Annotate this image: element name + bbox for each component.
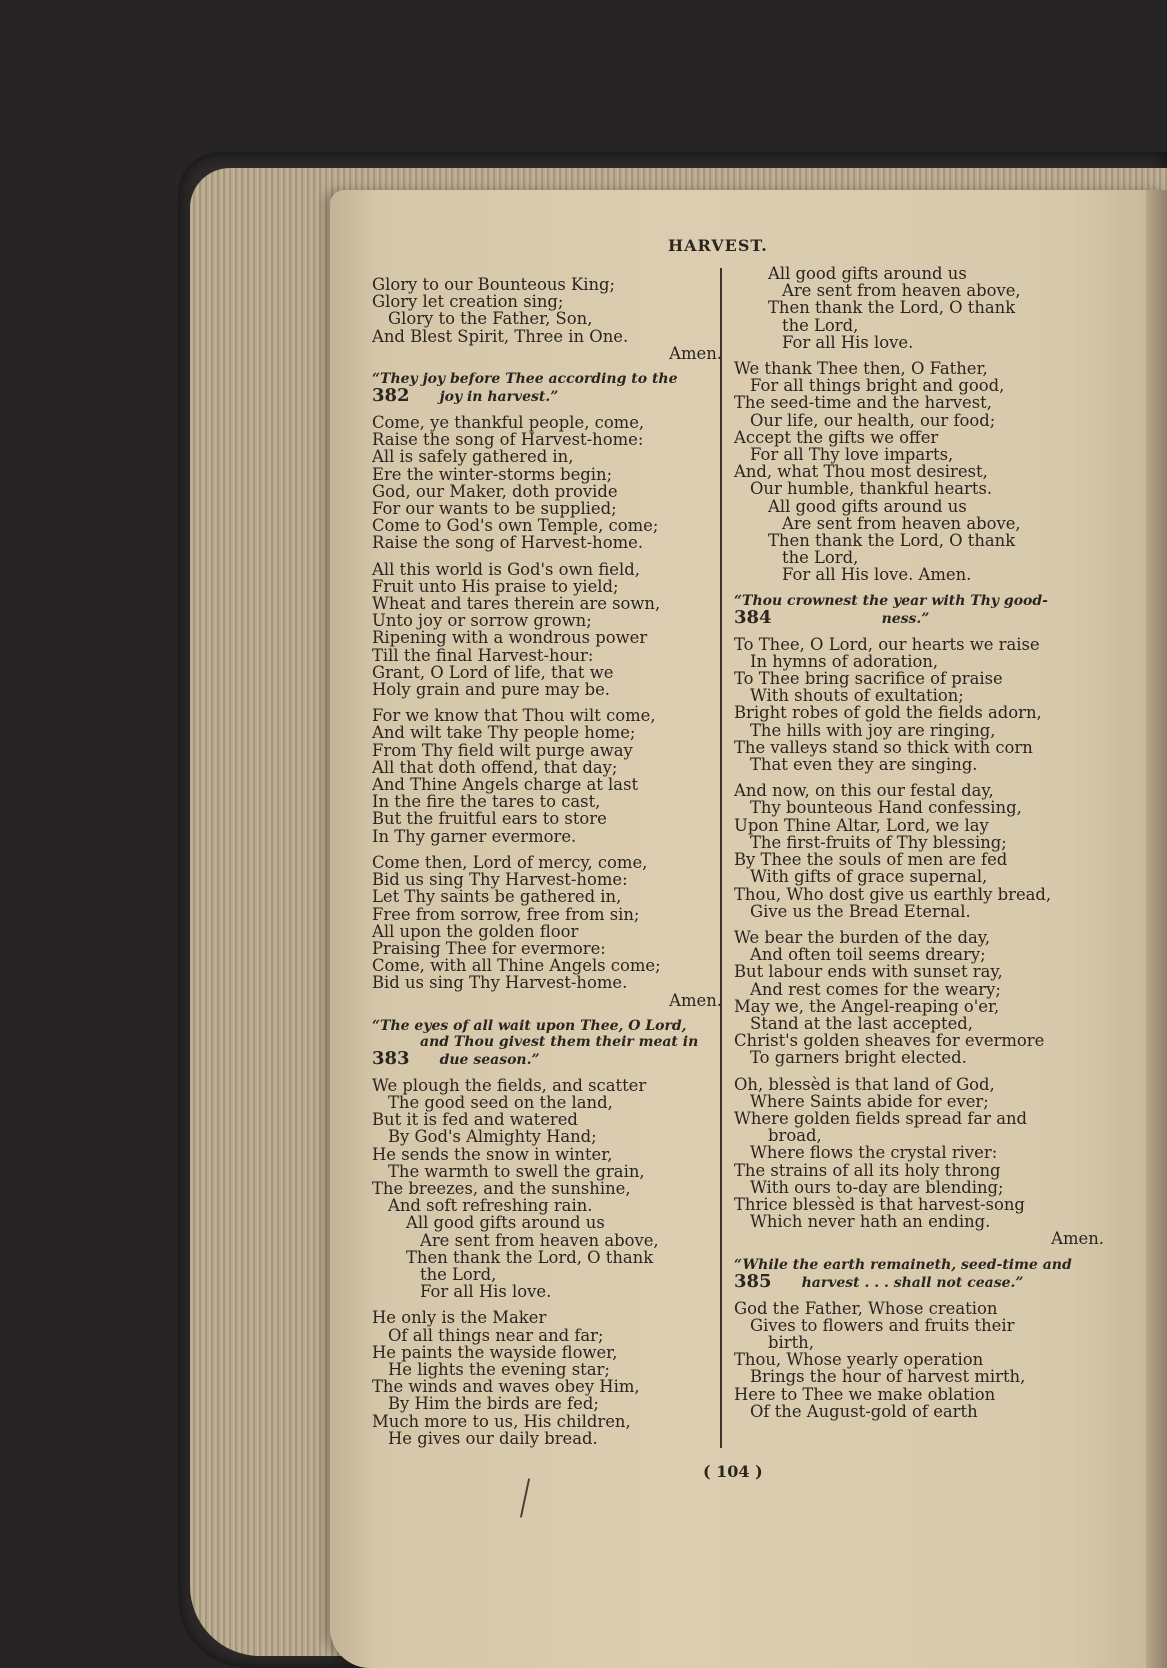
verse-line: By Thee the souls of men are fed xyxy=(734,850,1008,870)
stanza xyxy=(734,1300,1104,1420)
verse-line: By God's Almighty Hand; xyxy=(388,1127,597,1147)
verse-line: Are sent from heaven above, xyxy=(420,1230,659,1250)
verse-line: Thy bounteous Hand confessing, xyxy=(750,798,1022,818)
hymn-epigraph: “While the earth remaineth, seed-time and xyxy=(734,1256,1072,1273)
hymn-epigraph: “Thou crownest the year with Thy good- xyxy=(734,592,1048,609)
verse-line: The winds and waves obey Him, xyxy=(372,1377,640,1397)
hymn-epigraph: ness.” xyxy=(881,610,930,627)
hymn-epigraph: “They joy before Thee according to the xyxy=(372,371,678,388)
stanza xyxy=(734,929,1104,1067)
verse-line: And often toil seems dreary; xyxy=(750,945,986,965)
hymn-number-row xyxy=(372,387,722,405)
verse-line: Are sent from heaven above, xyxy=(782,281,1021,301)
verse-line: For all His love. xyxy=(420,1282,552,1302)
amen: Amen. xyxy=(669,990,722,1010)
hymn-number-row xyxy=(372,1047,722,1069)
stanza xyxy=(734,636,1104,774)
stanza xyxy=(372,854,722,992)
verse-line: the Lord, xyxy=(782,548,859,568)
verse-line: And Thine Angels charge at last xyxy=(372,775,639,795)
hymn-number-row xyxy=(734,1270,1104,1292)
verse-line: For we know that Thou wilt come, xyxy=(372,706,656,726)
stanza xyxy=(734,265,1104,351)
page-number: ( 104 ) xyxy=(703,1462,763,1481)
hymn-number-row xyxy=(734,606,1104,628)
stanza xyxy=(734,498,1104,584)
verse-line: And soft refreshing rain. xyxy=(388,1196,593,1216)
verse-line: Bid us sing Thy Harvest-home: xyxy=(372,870,628,890)
verse-line: Come, ye thankful people, come, xyxy=(372,413,645,433)
verse-line: the Lord, xyxy=(782,315,859,335)
hymn-epigraph: harvest . . . shall not cease.” xyxy=(801,1274,1024,1291)
hymn-epigraph: joy in harvest.” xyxy=(439,389,559,406)
verse-line: To Thee, O Lord, our hearts we raise xyxy=(734,634,1040,654)
verse-line: From Thy field wilt purge away xyxy=(372,740,633,760)
stanza xyxy=(372,707,722,845)
stanza xyxy=(734,1076,1104,1231)
verse-line: Wheat and tares therein are sown, xyxy=(372,594,661,614)
verse-line: Praising Thee for evermore: xyxy=(372,938,606,958)
verse-line: Are sent from heaven above, xyxy=(782,513,1021,533)
verse-line: Of all things near and far; xyxy=(388,1325,604,1345)
verse-line: Here to Thee we make oblation xyxy=(734,1384,996,1404)
verse-line: Bright robes of gold the fields adorn, xyxy=(734,703,1042,723)
stanza xyxy=(372,1309,722,1447)
verse-line: In the fire the tares to cast, xyxy=(372,792,601,812)
verse-line: Upon Thine Altar, Lord, we lay xyxy=(734,815,989,835)
right-column xyxy=(734,265,1104,1420)
verse-line: Let Thy saints be gathered in, xyxy=(372,887,622,907)
verse-line: Which never hath an ending. xyxy=(750,1212,991,1232)
verse-line: Then thank the Lord, O thank xyxy=(768,298,1016,318)
verse-line: For all His love. Amen. xyxy=(782,565,972,585)
verse-line: By Him the birds are fed; xyxy=(388,1394,599,1414)
verse-line: And Blest Spirit, Three in One. xyxy=(372,326,629,346)
verse-line: And rest comes for the weary; xyxy=(750,979,1001,999)
verse-line: Glory to the Father, Son, xyxy=(388,309,593,329)
verse-line: All that doth offend, that day; xyxy=(372,757,618,777)
verse-line: Come to God's own Temple, come; xyxy=(372,516,659,536)
verse-line: In hymns of adoration, xyxy=(750,651,939,671)
verse-line: He gives our daily bread. xyxy=(388,1428,598,1448)
left-column xyxy=(372,276,722,1447)
verse-line: Unto joy or sorrow grown; xyxy=(372,611,592,631)
hymn-number: 382 xyxy=(372,385,410,407)
verse-line: With ours to-day are blending; xyxy=(750,1177,1004,1197)
verse-line: The breezes, and the sunshine, xyxy=(372,1178,631,1198)
verse-line: Grant, O Lord of life, that we xyxy=(372,662,614,682)
verse-line: Thou, Whose yearly operation xyxy=(734,1350,984,1370)
verse-line: The good seed on the land, xyxy=(388,1092,613,1112)
verse-line: Christ's golden sheaves for evermore xyxy=(734,1031,1045,1051)
hymn-epigraph: “The eyes of all wait upon Thee, O Lord, xyxy=(372,1017,687,1034)
verse-line: Raise the song of Harvest-home: xyxy=(372,430,644,450)
verse-line: All good gifts around us xyxy=(768,264,967,283)
verse-line: Ere the winter-storms begin; xyxy=(372,464,613,484)
verse-line: Thou, Who dost give us earthly bread, xyxy=(734,884,1052,904)
page-gutter xyxy=(1146,190,1167,1668)
verse-line: All this world is God's own field, xyxy=(372,559,640,579)
verse-line: Ripening with a wondrous power xyxy=(372,628,648,648)
verse-line: And now, on this our festal day, xyxy=(734,781,994,801)
verse-line: Bid us sing Thy Harvest-home. xyxy=(372,973,628,993)
verse-line: Where flows the crystal river: xyxy=(750,1143,998,1163)
verse-line: All is safely gathered in, xyxy=(372,447,574,467)
verse-line: With gifts of grace supernal, xyxy=(750,867,988,887)
verse-line: Our life, our health, our food; xyxy=(750,410,996,430)
stanza xyxy=(372,414,722,552)
stanza xyxy=(372,561,722,699)
verse-line: But the fruitful ears to store xyxy=(372,809,607,829)
verse-line: Come, with all Thine Angels come; xyxy=(372,956,661,976)
verse-line: He only is the Maker xyxy=(372,1308,547,1328)
verse-line: Of the August-gold of earth xyxy=(750,1401,978,1421)
verse-line: He sends the snow in winter, xyxy=(372,1144,613,1164)
verse-line: All good gifts around us xyxy=(406,1213,605,1233)
verse-line: birth, xyxy=(768,1332,814,1352)
stanza xyxy=(372,1077,722,1301)
verse-line: For all things bright and good, xyxy=(750,376,1005,396)
hymn-number: 384 xyxy=(734,606,772,628)
hymn-number: 383 xyxy=(372,1047,410,1069)
verse-line: Brings the hour of harvest mirth, xyxy=(750,1367,1026,1387)
verse-line: Much more to us, His children, xyxy=(372,1411,631,1431)
verse-line: Then thank the Lord, O thank xyxy=(768,531,1016,551)
verse-line: We thank Thee then, O Father, xyxy=(734,359,988,379)
verse-line: Accept the gifts we offer xyxy=(734,427,939,447)
verse-line: In Thy garner evermore. xyxy=(372,826,577,846)
verse-line: For all His love. xyxy=(782,332,914,352)
verse-line: Glory let creation sing; xyxy=(372,292,564,312)
verse-line: And wilt take Thy people home; xyxy=(372,723,636,743)
verse-line: Thrice blessèd is that harvest-song xyxy=(734,1194,1025,1214)
verse-line: Till the final Harvest-hour: xyxy=(372,645,594,665)
verse-line: Oh, blessèd is that land of God, xyxy=(734,1074,995,1094)
verse-line: Then thank the Lord, O thank xyxy=(406,1247,654,1267)
verse-line: Holy grain and pure may be. xyxy=(372,680,610,700)
stanza xyxy=(734,782,1104,920)
verse-line: But it is fed and watered xyxy=(372,1110,578,1130)
verse-line: the Lord, xyxy=(420,1264,497,1284)
verse-line: For all Thy love imparts, xyxy=(750,445,954,465)
verse-line: Raise the song of Harvest-home. xyxy=(372,533,644,553)
verse-line: Free from sorrow, free from sin; xyxy=(372,904,640,924)
verse-line: Where golden fields spread far and xyxy=(734,1108,1028,1128)
verse-line: He paints the wayside flower, xyxy=(372,1342,618,1362)
verse-line: We plough the fields, and scatter xyxy=(372,1075,647,1095)
verse-line: To garners bright elected. xyxy=(750,1048,967,1068)
verse-line: The valleys stand so thick with corn xyxy=(734,737,1033,757)
verse-line: May we, the Angel-reaping o'er, xyxy=(734,996,1000,1016)
stanza xyxy=(734,360,1104,498)
verse-line: And, what Thou most desirest, xyxy=(734,462,988,482)
verse-line: All upon the golden floor xyxy=(372,921,579,941)
verse-line: God, our Maker, doth provide xyxy=(372,481,618,501)
verse-line: He lights the evening star; xyxy=(388,1359,610,1379)
verse-line: Where Saints abide for ever; xyxy=(750,1091,989,1111)
hymn-number: 385 xyxy=(734,1270,772,1292)
verse-line: The seed-time and the harvest, xyxy=(734,393,992,413)
verse-line: Come then, Lord of mercy, come, xyxy=(372,852,648,872)
verse-line: Our humble, thankful hearts. xyxy=(750,479,993,499)
verse-line: Stand at the last accepted, xyxy=(750,1013,974,1033)
verse-line: But labour ends with sunset ray, xyxy=(734,962,1003,982)
verse-line: The warmth to swell the grain, xyxy=(388,1161,645,1181)
verse-line: God the Father, Whose creation xyxy=(734,1298,998,1318)
verse-line: The strains of all its holy throng xyxy=(734,1160,1001,1180)
verse-line: With shouts of exultation; xyxy=(750,686,964,706)
verse-line: Fruit unto His praise to yield; xyxy=(372,576,619,596)
amen: Amen. xyxy=(1051,1229,1104,1249)
verse-line: The first-fruits of Thy blessing; xyxy=(750,832,1007,852)
hymn-epigraph: due season.” xyxy=(439,1051,540,1068)
verse-line: For our wants to be supplied; xyxy=(372,499,617,519)
verse-line: Gives to flowers and fruits their xyxy=(750,1315,1015,1335)
verse-line: The hills with joy are ringing, xyxy=(750,720,996,740)
amen: Amen. xyxy=(669,343,722,363)
verse-line: Give us the Bread Eternal. xyxy=(750,901,971,921)
verse-line: That even they are singing. xyxy=(750,755,978,775)
running-head: HARVEST. xyxy=(668,236,768,255)
verse-line: We bear the burden of the day, xyxy=(734,927,991,947)
verse-line: All good gifts around us xyxy=(768,496,967,516)
verse-line: Glory to our Bounteous King; xyxy=(372,275,616,294)
hymn-epigraph: and Thou givest them their meat in xyxy=(420,1033,699,1050)
verse-line: To Thee bring sacrifice of praise xyxy=(734,669,1003,689)
verse-line: broad, xyxy=(768,1126,822,1146)
